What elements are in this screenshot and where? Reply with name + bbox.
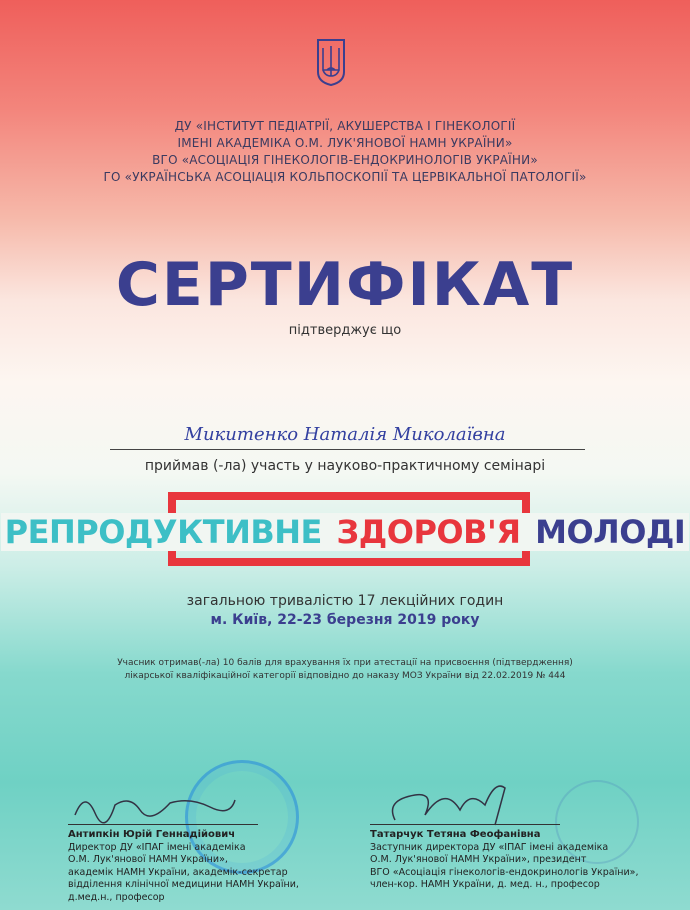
organizations: [0, 118, 690, 186]
note-line: лікарської кваліфікаційної категорії відповідно до наказу МОЗ України від 22.02.2019 № 444: [124, 671, 566, 681]
recipient-name: Микитенко Наталія Миколаївна: [184, 424, 506, 445]
signatory-name: Антипкін Юрій Геннадійович: [68, 829, 236, 840]
name-underline: [110, 449, 585, 450]
confirms-text: підтверджує що: [288, 323, 402, 338]
seminar-part-1: РЕПРОДУКТИВНЕ: [4, 513, 322, 551]
signatory-title-line: д.мед.н., професор: [68, 891, 165, 903]
place-date: м. Київ, 22-23 березня 2019 року: [210, 612, 480, 628]
org-line: ГО «УКРАЇНСЬКА АСОЦІАЦІЯ КОЛЬПОСКОПІЇ ТА ЦЕРВІКАЛЬНОЇ ПАТОЛОГІЇ»: [103, 170, 587, 184]
signature-right: [385, 780, 535, 830]
signatory-title-line: ВГО «Асоціація гінекологів-ендокринологів України»,: [370, 866, 639, 878]
signatory-title-line: член-кор. НАМН України, д. мед. н., професор: [370, 879, 600, 890]
signature-left: [70, 785, 240, 825]
signatory-title-line: Заступник директора ДУ «ІПАГ імені академіка: [370, 841, 609, 853]
signatory-title-line: О.М. Лук'янової НАМН України», президент: [370, 854, 587, 865]
certificate-title: СЕРТИФІКАТ: [115, 250, 575, 320]
org-line: ВГО «АСОЦІАЦІЯ ГІНЕКОЛОГІВ-ЕНДОКРИНОЛОГІВ УКРАЇНИ»: [152, 153, 538, 167]
signatory-left: [68, 829, 299, 904]
credits-note: [0, 657, 690, 683]
signatory-title-line: О.М. Лук'янової НАМН України»,: [68, 854, 228, 865]
signatory-name: Татарчук Тетяна Феофанівна: [370, 829, 541, 840]
trident-icon: [316, 38, 346, 86]
org-line: ІМЕНІ АКАДЕМІКА О.М. ЛУК'ЯНОВОЇ НАМН УКРАЇНИ»: [177, 136, 513, 150]
signatory-title-line: Директор ДУ «ІПАГ імені академіка: [68, 841, 246, 853]
seminar-part-2: ЗДОРОВ'Я: [336, 513, 521, 551]
participation-text: приймав (-ла) участь у науково-практичному семінарі: [144, 458, 546, 474]
signature-line: [370, 824, 560, 825]
seminar-part-3: МОЛОДІ: [535, 513, 686, 551]
signatory-title-line: відділення клінічної медицини НАМН України,: [68, 879, 299, 890]
note-line: Учасник отримав(-ла) 10 балів для врахування їх при атестації на присвоєння (підтвердження): [117, 658, 573, 668]
seminar-title: [0, 513, 690, 551]
signatory-title-line: академік НАМН України, академік-секретар: [68, 866, 288, 878]
signature-line: [68, 824, 258, 825]
signatory-right: [370, 829, 638, 892]
org-line: ДУ «ІНСТИТУТ ПЕДІАТРІЇ, АКУШЕРСТВА І ГІНЕКОЛОГІЇ: [174, 119, 516, 133]
duration-text: загальною тривалістю 17 лекційних годин: [186, 593, 504, 609]
